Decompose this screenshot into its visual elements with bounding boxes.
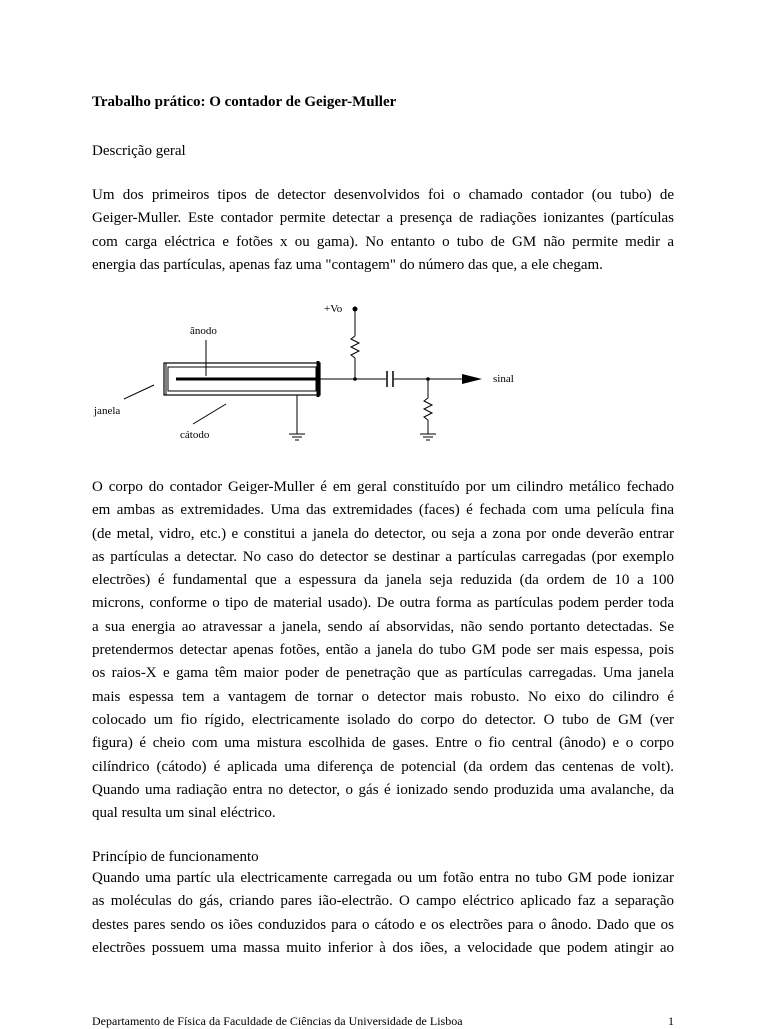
ground-symbol <box>289 434 305 440</box>
section-heading-principio: Princípio de funcionamento <box>92 849 259 865</box>
text-line: O corpo do contador Geiger-Muller é em geral constituído por um cilindro metálico fechado <box>92 479 674 495</box>
page-number: 1 <box>668 1014 674 1028</box>
text-line: em ambas as extremidades. Uma das extremidades (faces) é fechada com uma película fina <box>92 502 674 519</box>
load-resistor <box>351 336 359 358</box>
text-line: (de metal, vidro, etc.) e constitui a janela do detector, ou seja a zona por onde deverão entrar <box>92 525 674 542</box>
text-line: figura) é cheio com uma mistura escolhida de gases. Entre o fio central (ânodo) e o corpo <box>92 735 674 752</box>
text-line: Geiger-Muller. Este contador permite detectar a presença de radiações ionizantes (partículas <box>92 210 674 227</box>
document-title: Trabalho prático: O contador de Geiger-Muller <box>92 94 397 110</box>
text-line: electrões) é fundamental que a espessura da janela seja reduzida (da ordem de 10 a 100 <box>92 572 674 589</box>
text-line: destes pares sendo os iões conduzidos para o cátodo e os electrões para o ânodo. Dado que os <box>92 916 674 933</box>
window-pointer <box>124 385 154 399</box>
section-heading-descricao-geral: Descrição geral <box>92 143 186 159</box>
text-line: a sua energia ao atravessar a janela, sendo aí absorvidas, não sendo portanto detectadas. Se <box>92 618 674 635</box>
label-janela: janela <box>94 405 121 417</box>
paragraph-principle <box>92 867 674 960</box>
text-line: Um dos primeiros tipos de detector desenvolvidos foi o chamado contador (ou tubo) de <box>92 187 674 203</box>
text-line: os raios-X e gama têm maior poder de penetração que as partículas carregadas. Uma janela <box>92 665 674 682</box>
text-line: qual resulta um sinal eléctrico. <box>92 805 276 822</box>
text-line: electrões possuem uma massa muito inferior à dos iões, a velocidade que podem atingir ao <box>92 939 674 956</box>
label-vo: +Vo <box>324 303 343 315</box>
signal-arrow <box>462 374 482 384</box>
text-line: energia das partículas, apenas faz uma "contagem" do número das que, a ele chegam. <box>92 256 603 273</box>
text-line: Quando uma partíc ula electricamente carregada ou um fotão entra no tubo GM pode ionizar <box>92 870 674 886</box>
text-line: cilíndrico (cátodo) é aplicada uma diferença de potencial (da ordem das centenas de volt). <box>92 758 674 775</box>
label-anodo: ânodo <box>190 325 217 337</box>
page-footer: Departamento de Física da Faculdade de Ciências da Universidade de Lisboa <box>92 1014 463 1028</box>
label-catodo: cátodo <box>180 429 210 441</box>
ground-symbol <box>420 434 436 440</box>
text-line: com carga eléctrica e fotões x ou gama). No entanto o tubo de GM não permite medir a <box>92 233 674 250</box>
text-line: as moléculas do gás, criando pares ião-electrão. O campo eléctrico aplicado faz a separação <box>92 893 674 910</box>
geiger-muller-circuit-diagram <box>0 0 768 470</box>
text-line: pretendermos detectar apenas fotões, então a janela do tubo GM pode ser mais espessa, pois <box>92 642 674 659</box>
paragraph-body <box>92 476 674 825</box>
cathode-pointer <box>193 404 226 424</box>
label-sinal: sinal <box>493 373 514 385</box>
text-line: microns, conforme o tipo de material usado). De outra forma as partículas podem perder toda <box>92 595 674 612</box>
text-line: colocado um fio rígido, electricamente isolado do corpo do detector. O tubo de GM (ver <box>92 711 674 728</box>
text-line: Quando uma radiação entra no detector, o gás é ionizado sendo produzida uma avalanche, da <box>92 781 674 798</box>
text-line: as partículas a detectar. No caso do detector se destinar a partículas carregadas (por exemplo <box>92 548 674 565</box>
text-line: mais espessa tem a vantagem de tornar o detector mais robusto. No eixo do cilindro é <box>92 688 674 705</box>
output-resistor <box>424 398 432 420</box>
